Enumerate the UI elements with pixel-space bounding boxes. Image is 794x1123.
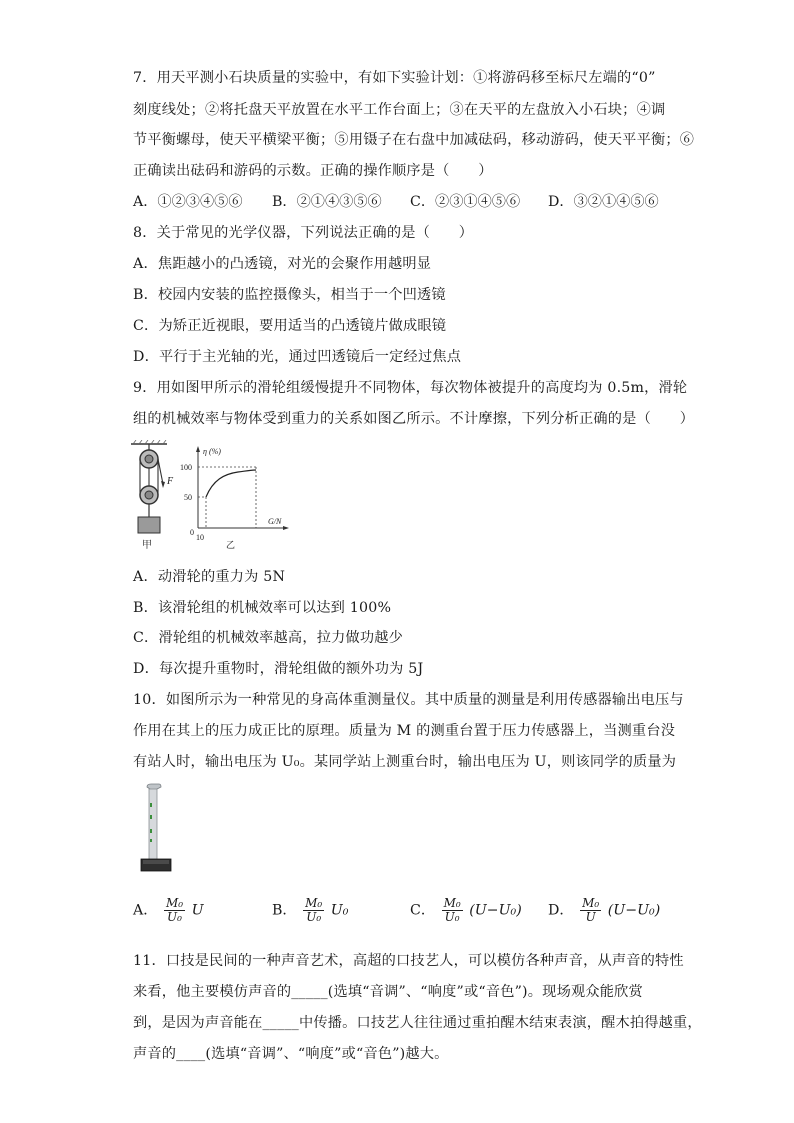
y-tick-50: 50	[184, 493, 192, 502]
q9-option-b: B．该滑轮组的机械效率可以达到 100%	[133, 600, 392, 616]
efficiency-curve	[206, 470, 256, 497]
figure-caption-jia: 甲	[142, 540, 152, 551]
q7-option-d: D．③②①④⑤⑥	[548, 194, 659, 210]
efficiency-graph	[168, 442, 293, 550]
q8-stem: 8．关于常见的光学仪器，下列说法正确的是（ ）	[133, 225, 474, 241]
q9-stem-line-1: 9．用如图甲所示的滑轮组缓慢提升不同物体，每次物体被提升的高度均为 0.5m，滑轮	[133, 380, 688, 396]
q10-option-d: D． $\frac{\text{M₀}}{U}$ (U−U₀)	[548, 896, 661, 924]
q10-stem-line-2: 作用在其上的压力成正比的原理。质量为 M 的测重台置于压力传感器上，当测重台没	[133, 723, 676, 739]
q10-option-a: A． $\frac{\text{M₀}}{\text{U₀}}$ U	[133, 896, 204, 924]
q9-option-d: D．每次提升重物时，滑轮组做的额外功为 5J	[133, 661, 424, 677]
x-axis-label: G/N	[268, 517, 282, 526]
q7-stem-line-3: 节平衡螺母，使天平横梁平衡；⑤用镊子在右盘中加减砝码，移动游码，使天平平衡；⑥	[133, 132, 695, 148]
q7-option-c: C．②③①④⑤⑥	[410, 194, 521, 210]
figure-caption-yi: 乙	[226, 541, 236, 550]
q9-option-c: C．滑轮组的机械效率越高，拉力做功越少	[133, 630, 404, 646]
q11-stem-line-1: 11．口技是民间的一种声音艺术，高超的口技艺人，可以模仿各种声音，从声音的特性	[133, 953, 684, 969]
q10-option-b: B． $\frac{\text{M₀}}{\text{U₀}}$ U₀	[272, 896, 349, 924]
force-label: F	[167, 476, 174, 487]
fraction: $\frac{\text{M₀}}{\text{U₀}}$	[443, 896, 461, 924]
q10-stem-line-1: 10．如图所示为一种常见的身高体重测量仪。其中质量的测量是利用传感器输出电压与	[133, 692, 684, 708]
q10-option-c: C． $\frac{\text{M₀}}{\text{U₀}}$ (U−U₀)	[410, 896, 522, 924]
fraction: $\frac{\text{M₀}}{\text{U₀}}$	[305, 896, 323, 924]
q11-stem-line-2: 来看，他主要模仿声音的_____(选填“音调”、“响度”或“音色”)。现场观众能欣赏	[133, 984, 643, 1000]
height-weight-scale-image	[137, 783, 175, 875]
q8-option-a: A．焦距越小的凸透镜，对光的会聚作用越明显	[133, 256, 432, 272]
q8-option-b: B．校园内安装的监控摄像头，相当于一个凹透镜	[133, 287, 446, 303]
fraction: $\frac{\text{M₀}}{U}$	[582, 896, 600, 924]
q7-stem-line-1: 7．用天平测小石块质量的实验中，有如下实验计划：①将游码移至标尺左端的“0”	[133, 70, 656, 86]
fraction: $\frac{\text{M₀}}{\text{U₀}}$	[165, 896, 184, 924]
q7-stem-line-4: 正确读出砝码和游码的示数。正确的操作顺序是（ ）	[133, 163, 493, 179]
q10-options	[133, 897, 693, 931]
q9-stem-line-2: 组的机械效率与物体受到重力的关系如图乙所示。不计摩擦，下列分析正确的是（ ）	[133, 411, 695, 427]
q7-stem-line-2: 刻度线处；②将托盘天平放置在水平工作台面上；③在天平的左盘放入小石块；④调	[133, 102, 666, 118]
q7-option-a: A．①②③④⑤⑥	[133, 194, 243, 210]
q8-option-d: D．平行于主光轴的光，通过凹透镜后一定经过焦点	[133, 349, 462, 365]
origin-label: 0	[190, 528, 194, 537]
q8-option-c: C．为矫正近视眼，要用适当的凸透镜片做成眼镜	[133, 318, 447, 334]
q11-stem-line-4: 声音的____(选填“音调”、“响度”或“音色”)越大。	[133, 1046, 449, 1062]
q11-stem-line-3: 到，是因为声音能在_____中传播。口技艺人往往通过重拍醒木结束表演，醒木拍得越重，	[133, 1015, 702, 1031]
q10-stem-line-3: 有站人时，输出电压为 U₀。某同学站上测重台时，输出电压为 U，则该同学的质量为	[133, 754, 677, 770]
y-axis-label: η (%)	[203, 447, 221, 456]
x-tick-10: 10	[196, 533, 204, 542]
q7-option-b: B．②①④③⑤⑥	[272, 194, 382, 210]
y-tick-100: 100	[180, 463, 192, 472]
q9-option-a: A．动滑轮的重力为 5N	[133, 569, 286, 585]
